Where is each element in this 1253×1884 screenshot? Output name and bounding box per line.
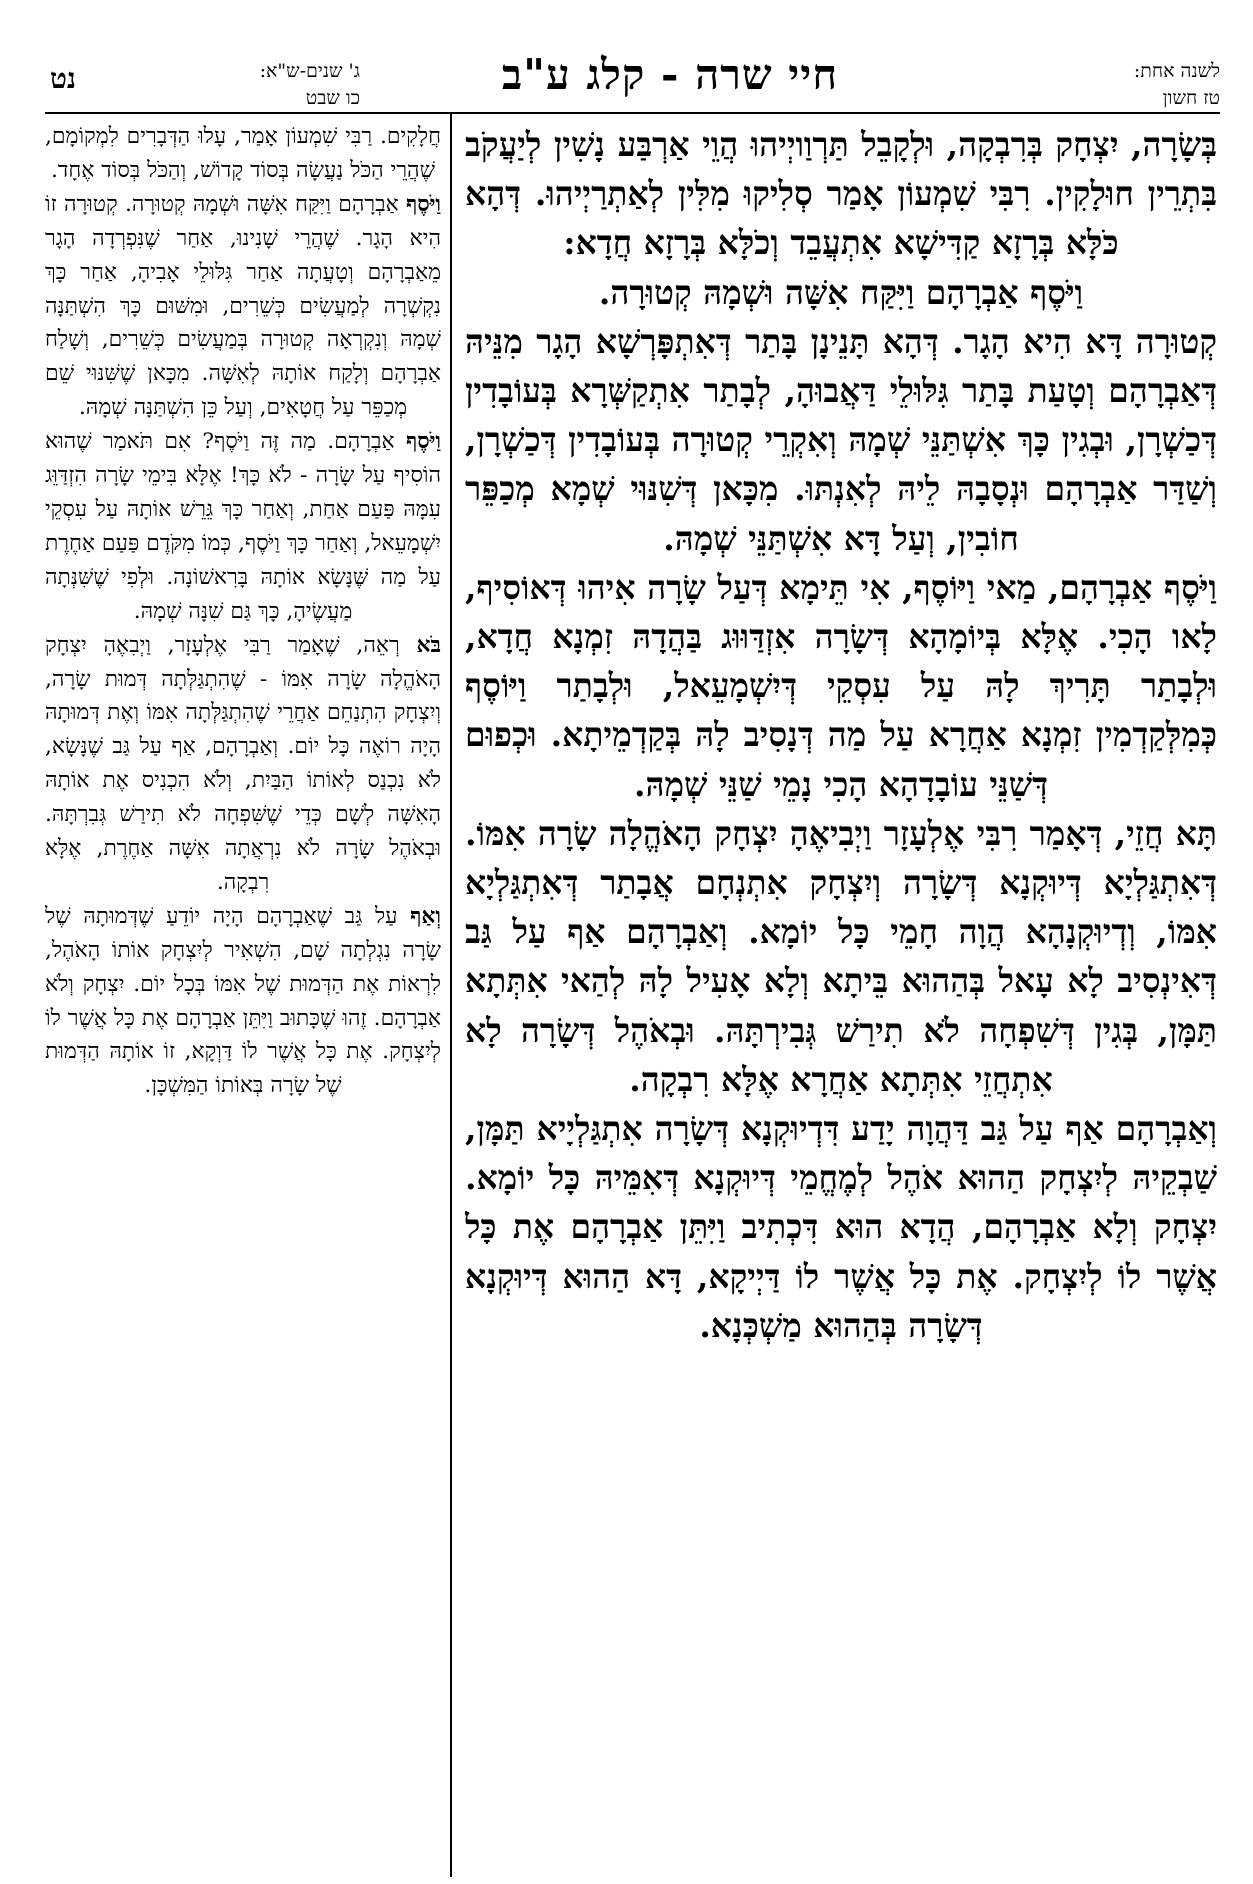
header-three-year-date: כו שבט [305,87,360,109]
header-left-info [130,58,360,112]
column-divider [450,112,452,1877]
page-number: נט [50,62,77,95]
main-paragraph: תָּא חֲזֵי, דְּאָמַר רִבִּי אֶלְעָזָר וַיְבִיאֶהָ יִצְחָק הָאֹהֱלָה שָׂרָה אִמּוֹ. דְּאִתְגַּלְיָא דְּיוּקְנָא דְּשָׂרָה וְיִצְחָק אִתְנְחָם אֲבָתַר דְּאִתְגַּלְיָא אִמּוֹ, וְדְיוּקְנָהָא הֲוָה חָמֵי כָּל יוֹמָא. וְאַבְרָהָם אַף עַל גַּב דְּאִינְסִיב לָא עָאל בְּהַהוּא בֵּיתָא וְלָא אָעִיל לָהּ לְהַאי אִתְּתָא תַּמָּן, בְּגִין דְּשִׁפְחָה לֹא תִירַשׁ גְּבִירְתָּהּ. וּבְאֹהֶל דְּשָׂרָה לָא אִתְחֲזֵי אִתְּתָא אַחֲרָא אֶלָּא רִבְקָה. [465,813,1217,1099]
translation-paragraph: וְאַף עַל גַּב שֶׁאַבְרָהָם הָיָה יוֹדֵעַ שֶׁדְּמוּתָהּ שֶׁל שָׂרָה נִגְלְתָה שָׁם, הִשְׁאִיר לְיִצְחָק אוֹתוֹ הָאֹהֶל, לִרְאוֹת אֶת הַדְּמוּת שֶׁל אִמּוֹ בְּכָל יוֹם. יִצְחָק וְלֹא אַבְרָהָם. זֶהוּ שֶׁכָּתוּב וַיִּתֵּן אַבְרָהָם אֶת כָּל אֲשֶׁר לוֹ לְיִצְחָק. אֶת כָּל אֲשֶׁר לוֹ דַּוְקָא, זוֹ אוֹתָהּ הַדְּמוּת שֶׁל שָׂרָה בְּאוֹתוֹ הַמִּשְׁכָּן. [45,903,441,1099]
header-right-info [1060,58,1220,112]
main-paragraph: בְּשָׂרָה, יִצְחָק בְּרִבְקָה, וּלְקָבֵל תַּרְוַויְיהוּ הֲוֵי אַרְבַּע נָשִׁין לְיַעֲקֹב בִּתְרֵין חוּלָקִין. רִבִּי שִׁמְעוֹן אָמַר סְלִיקוּ מִלִּין לְאַתְרַיְיהוּ. דְּהָא כֹּלָּא בְּרָזָא קַדִּישָׁא אִתְעֲבֵד וְכֹלָּא בְּרָזָא חֲדָא: [465,125,1217,263]
page-title: חיי שרה - קלג ע"ב [501,50,839,99]
main-paragraph: וְאַבְרָהָם אַף עַל גַּב דַּהֲוָה יָדַע דִּדְיוּקְנָא דְּשָׂרָה אִתְגַּלְיָיא תַּמָּן, שַׁבְקֵיהּ לְיִצְחָק הַהוּא אֹהֶל לְמֶחֱמֵי דְּיוּקְנָא דְּאִמֵּיהּ כָּל יוֹמָא. יִצְחָק וְלָא אַבְרָהָם, הֲדָא הוּא דִּכְתִיב וַיִּתֵּן אַבְרָהָם אֶת כָּל אֲשֶׁר לוֹ לְיִצְחָק. אֶת כָּל אֲשֶׁר לוֹ דַּיְיקָא, דָּא הַהוּא דְּיוּקְנָא דְּשָׂרָה בְּהַהוּא מַשְׁכְּנָא. [465,1109,1217,1345]
main-paragraph: וַיֹּסֶף אַבְרָהָם וַיִּקַּח אִשָּׁה וּשְׁמָהּ קְטוּרָה. [598,272,1084,312]
translation-paragraph: חֲלָקִים. רַבִּי שִׁמְעוֹן אָמַר, עָלוּ הַדְּבָרִים לִמְקוֹמָם, שֶׁהֲרֵי הַכֹּל נַעֲשָׂה בְּסוֹד קָדוֹשׁ, וְהַכֹּל בְּסוֹד אֶחָד. [45,124,441,183]
translation-column [45,120,441,1870]
header-one-year-date: טז חשון [1162,87,1220,109]
main-paragraph: וַיֹּסֶף אַבְרָהָם, מַאי וַיּוֹסֶף, אִי תֵּימָא דְּעַל שָׂרָה אִיהוּ דְּאוֹסִיף, לָאו הָכִי. אֶלָּא בְּיוֹמָהָא דְּשָׂרָה אִזְדַּוּוּג בַּהֲדָהּ זִמְנָא חֲדָא, וּלְבָתַר תָּרִיךְ לָהּ עַל עִסְקֵי דְּיִשְׁמָעֵאל, וּלְבָתַר וַיּוֹסֶף כְּמִלְּקַדְמִין זִמְנָא אַחֲרָא עַל מַה דְּנָסִיב לָהּ בְּקַדְמֵיתָא. וּכְפוּם דְּשַׁנֵּי עוֹבָדָהָא הָכִי נָמֵי שַׁנֵּי שְׁמָהּ. [465,567,1217,804]
header-divider [45,112,1220,114]
translation-paragraph: בֹּא רְאֵה, שֶׁאָמַר רַבִּי אֶלְעָזָר, וַיְבִאֶהָ יִצְחָק הָאֹהֱלָה שָׂרָה אִמּוֹ - שֶׁהִתְגַּלְּתָה דְּמוּת שָׂרָה, וְיִצְחָק הִתְנַחֵם אַחֲרֵי שֶׁהִתְגַּלְּתָה אִמּוֹ וְאֶת דְּמוּתָהּ הָיָה רוֹאֶה כָּל יוֹם. וְאַבְרָהָם, אַף עַל גַּב שֶׁנָּשָׂא, לֹא נִכְנַס לְאוֹתוֹ הַבַּיִת, וְלֹא הִכְנִיס אֶת אוֹתָהּ הָאִשָּׁה לְשָׁם כְּדֵי שֶׁשִּׁפְחָה לֹא תִירַשׁ גְּבִרְתָּהּ. וּבְאֹהֶל שָׂרָה לֹא נִרְאֲתָה אִשָּׁה אַחֶרֶת, אֶלָּא רִבְקָה. [45,632,441,895]
translation-paragraph: וַיֹּסֶף אַבְרָהָם וַיִּקַּח אִשָּׁה וּשְׁמָהּ קְטוּרָה. קְטוּרָה זוֹ הִיא הָגָר. שֶׁהֲרֵי שָׁנִינוּ, אַחַר שֶׁנִּפְרְדָה הָגָר מֵאַבְרָהָם וְטָעֲתָה אַחַר גִּלּוּלֵי אָבִיהָ, אַחַר כָּךְ נִקְשְׁרָה לְמַעֲשִׂים כְּשֵׁרִים, וּמִשּׁוּם כָּךְ הִשְׁתַּנָּה שְׁמָהּ וְנִקְרְאָה קְטוּרָה בְּמַעֲשִׂים כְּשֵׁרִים, וְשָׁלַח אַבְרָהָם וְלָקַח אוֹתָהּ לְאִשָּׁה. מִכָּאן שֶׁשִּׁנּוּי שֵׁם מְכַפֵּר עַל חֲטָאִים, וְעַל כֵּן הִשְׁתַּנָּה שְׁמָהּ. [45,191,441,421]
main-paragraph: קְטוּרָה דָּא הִיא הָגָר. דְּהָא תָּנֵינָן בָּתַר דְּאִתְפָּרְשָׁא הָגָר מִנֵּיהּ דְּאַבְרָהָם וְטָעַת בָּתַר גִּלּוּלֵי דַּאֲבוּהָ, לְבָתַר אִתְקַשְּׁרָא בְּעוֹבָדִין דְּכַשְׁרָן, וּבְגִין כָּךְ אִשְׁתַּנֵּי שְׁמָהּ וְאִקְרֵי קְטוּרָה בְּעוֹבָדִין דְּכַשְׁרָן, וְשַׁדַּר אַבְרָהָם וּנְסָבָהּ לֵיהּ לְאִנְתּוּ. מִכָּאן דְּשִׁנּוּי שְׁמָא מְכַפֵּר חוֹבִין, וְעַל דָּא אִשְׁתַּנֵּי שְׁמָהּ. [465,321,1217,558]
main-text-column [465,120,1217,1870]
translation-paragraph: וַיֹּסֶף אַבְרָהָם. מַה זֶּה וַיֹּסֶף? אִם תֹּאמַר שֶׁהוּא הוֹסִיף עַל שָׂרָה - לֹא כָּךְ! אֶלָּא בִּימֵי שָׂרָה הִזְדַּוֵּג עִמָּהּ פַּעַם אַחַת, וְאַחַר כָּךְ גֵּרֵשׁ אוֹתָהּ עַל עִסְקֵי יִשְׁמָעֵאל, וְאַחַר כָּךְ וַיֹּסֶף, כְּמוֹ מִקֹּדֶם פַּעַם אַחֶרֶת עַל מַה שֶּׁנָּשָׂא אוֹתָהּ בָּרִאשׁוֹנָה. וּלְפִי שֶׁשִּׁנְּתָה מַעֲשֶׂיהָ, כָּךְ גַּם שִׁנָּה שְׁמָהּ. [45,429,441,624]
header-one-year-label: לשנה אחת: [1133,60,1220,82]
header-three-year-label: ג' שנים-ש"א: [259,60,360,82]
